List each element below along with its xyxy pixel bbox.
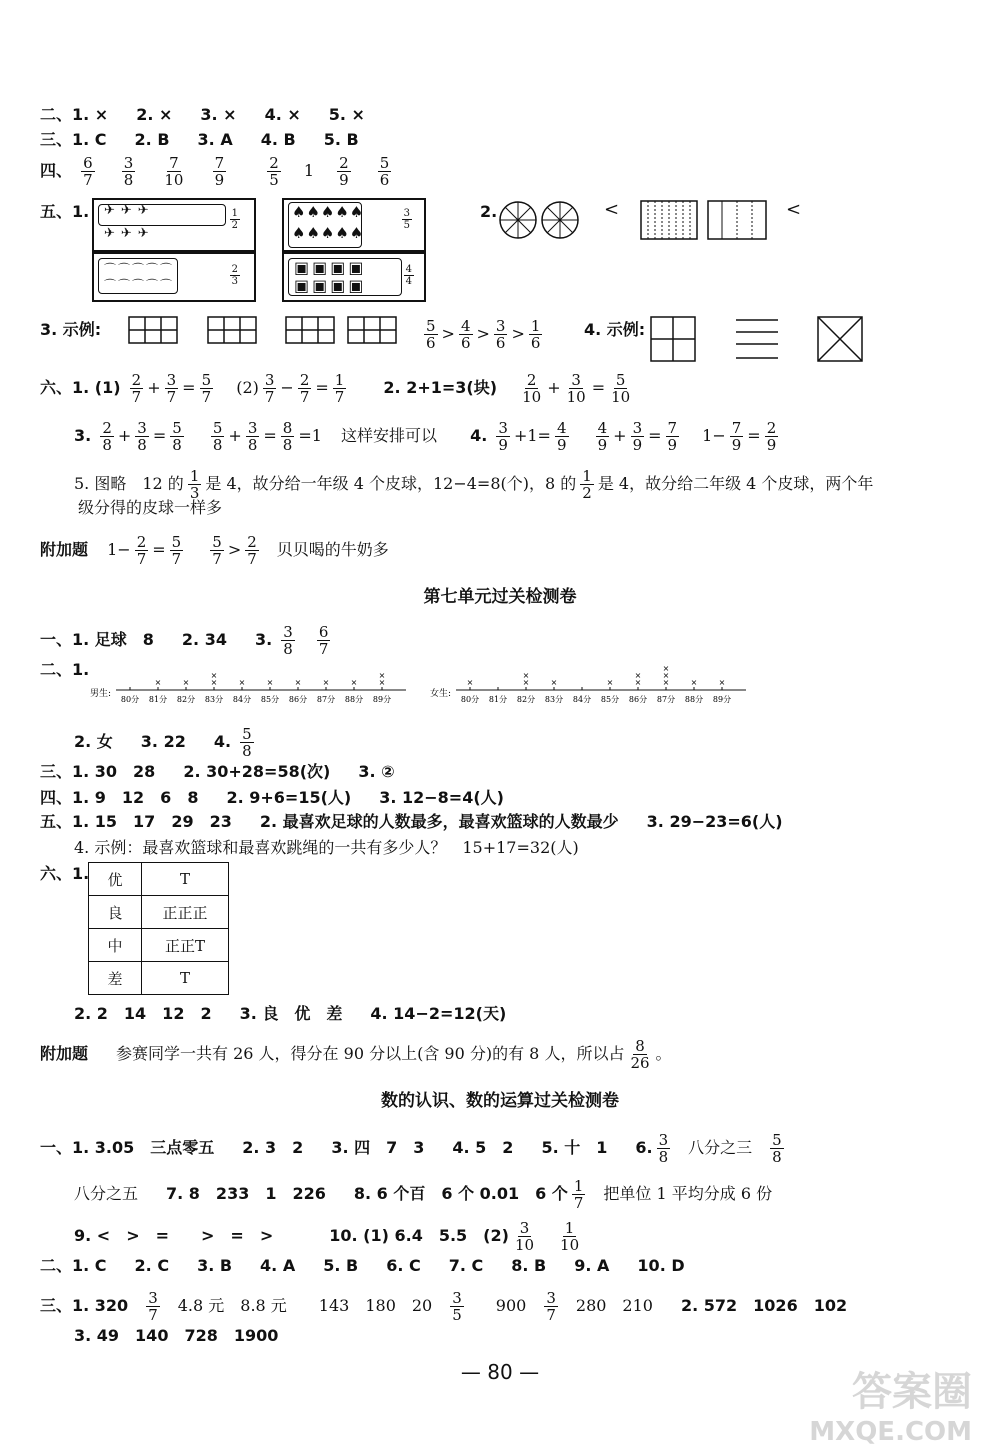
section-title: 数的认识、数的运算过关检测卷: [381, 1091, 619, 1111]
fraction: $\frac{7}{10}$: [164, 154, 184, 189]
table-row: 良 正正正: [89, 896, 229, 929]
picture-shells: ⌒⌒⌒⌒⌒ ⌒⌒⌒⌒⌒ 2 3: [92, 252, 256, 302]
tick-label: 83分: [544, 695, 564, 704]
data-mark: ×: [634, 678, 642, 687]
picture-cubes: ▣▣▣▣ ▣▣▣▣ 4 4: [282, 252, 426, 302]
numbers-line-3: 9. < > = > = > 10. (1) 6.4 5.5 (2) $\frac{3}{10}$ $\frac{1}{10}$: [74, 1219, 580, 1254]
section-label: 二、: [40, 105, 73, 124]
tick-label: 82分: [176, 695, 196, 704]
data-mark: ×: [522, 671, 530, 680]
numbers-line-1: 一、1. 3.05 三点零五 2. 3 2 3. 四 7 3 4. 5 2 5. 十 1 6. $\frac{3}{8}$ 八分之三 $\frac{5}{8}$: [40, 1131, 782, 1166]
mushroom-icon: ♠♠♠♠♠: [292, 224, 365, 242]
unit7-line-7: 2. 2 14 12 2 3. 良 优 差 4. 14−2=12(天): [74, 1004, 507, 1023]
tick-label: 87分: [316, 695, 336, 704]
answer-line-3: 三、1. C 2. B 3. A 4. B 5. B: [40, 130, 359, 149]
data-mark: ×: [466, 678, 474, 687]
answer-line-6-5: 5. 图略 12 的 $\frac{1}{3}$ 是 4，故分给一年级 4 个皮球，12−4=8(个)，8 的 $\frac{1}{2}$ 是 4，故分给二年级 4 个皮球，两个年: [74, 467, 874, 502]
tally-table: [88, 862, 229, 995]
square-division-examples: [650, 316, 866, 362]
tick-label: 80分: [120, 695, 140, 704]
tick-label: 81分: [148, 695, 168, 704]
section-title: 第七单元过关检测卷: [423, 587, 577, 607]
data-mark: ×: [210, 671, 218, 680]
boys-dot-plot: [90, 664, 410, 706]
picture-planes: ✈✈✈ ✈✈✈ 1 2: [92, 198, 256, 252]
data-mark: ×: [182, 678, 190, 687]
page-number: — 80 —: [460, 1360, 540, 1384]
tick-label: 84分: [572, 695, 592, 704]
section-label: 五、1.: [40, 202, 90, 221]
tick-label: 85分: [260, 695, 280, 704]
mushroom-icon: ♠♠♠♠♠: [292, 203, 365, 221]
answer-line-2: 二、1. × 2. × 3. × 4. × 5. ×: [40, 105, 365, 124]
fraction-comparison: $\frac{5}{6}$ > $\frac{4}{6}$ > $\frac{3}{6}$ > $\frac{1}{6}$: [426, 317, 541, 352]
tick-label: 84分: [232, 695, 252, 704]
unit7-line-2: 2. 女 3. 22 4. $\frac{5}{8}$: [74, 725, 252, 760]
tick-label: 82分: [516, 695, 536, 704]
bonus-answer-1: 附加题 1− $\frac{2}{7}$ = $\frac{5}{7}$ $\frac{5}{7}$ > $\frac{2}{7}$ 贝贝喝的牛奶多: [40, 533, 389, 568]
unit7-line-3: 三、1. 30 28 2. 30+28=58(次) 3. ②: [40, 762, 395, 781]
data-mark: ×: [210, 678, 218, 687]
plane-icon: ✈✈✈: [104, 203, 155, 218]
numbers-line-5: 三、1. 320 $\frac{3}{7}$ 4.8 元 8.8 元 143 180 20 $\frac{3}{5}$ 900 $\frac{3}{7}$ 280 210 2. 572 1026 102: [40, 1289, 848, 1324]
data-mark: ×: [662, 671, 670, 680]
data-mark: ×: [522, 678, 530, 687]
unit7-line-1: 一、1. 足球 8 2. 34 3. $\frac{3}{8}$ $\frac{6}{7}$: [40, 623, 329, 658]
tick-label: 83分: [204, 695, 224, 704]
table-row: 优 T: [89, 863, 229, 896]
tick-label: 86分: [288, 695, 308, 704]
data-mark: ×: [718, 678, 726, 687]
data-mark: ×: [634, 671, 642, 680]
unit7-line-4: 四、1. 9 12 6 8 2. 9+6=15(人) 3. 12−8=4(人): [40, 788, 504, 807]
data-mark: ×: [350, 678, 358, 687]
data-mark: ×: [662, 678, 670, 687]
plane-icon: ✈✈✈: [104, 226, 155, 241]
fraction: $\frac{3}{8}$: [123, 154, 134, 189]
numbers-line-6: 3. 49 140 728 1900: [74, 1326, 279, 1345]
tick-label: 85分: [600, 695, 620, 704]
table-row: 差 T: [89, 962, 229, 995]
data-mark: ×: [322, 678, 330, 687]
tick-label: 88分: [344, 695, 364, 704]
cube-icon: ▣▣▣▣: [294, 276, 367, 295]
data-mark: ×: [266, 678, 274, 687]
unit7-line-5: 五、1. 15 17 29 23 2. 最喜欢足球的人数最多，最喜欢篮球的人数最少 3. 29−23=6(人): [40, 812, 783, 831]
tick-label: 89分: [712, 695, 732, 704]
tick-label: 88分: [684, 695, 704, 704]
data-mark: ×: [378, 678, 386, 687]
cube-icon: ▣▣▣▣: [294, 258, 367, 277]
data-mark: ×: [378, 671, 386, 680]
data-mark: ×: [606, 678, 614, 687]
tick-label: 86分: [628, 695, 648, 704]
shell-icon: ⌒⌒⌒⌒⌒: [104, 262, 175, 276]
fraction: $\frac{2}{9}$: [339, 154, 349, 189]
data-mark: ×: [690, 678, 698, 687]
answer-line-6-3: 3. $\frac{2}{8}$ + $\frac{3}{8}$ = $\frac{5}{8}$ $\frac{5}{8}$ + $\frac{3}{8}$ = $\frac{8}{8}$ =1 这样安排可以 4. $\frac{3}{9}$ +1= $\frac{4}{9}$ $\frac{4}{9}$ + $\frac{3}{9}$ = $\frac{7}{9}$ 1− $\frac{7}{9}$ = $\frac{2}{9}$: [74, 419, 777, 454]
plot-label: 男生:: [90, 689, 112, 699]
fraction: $\frac{7}{9}$: [214, 154, 225, 189]
answer-line-5-3: 3. 示例:: [40, 320, 102, 339]
tick-label: 80分: [460, 695, 480, 704]
bonus-answer-2: 附加题 参赛同学一共有 26 人，得分在 90 分以上(含 90 分)的有 8 人，所以占 $\frac{8}{26}$ 。: [40, 1037, 672, 1072]
shell-icon: ⌒⌒⌒⌒⌒: [104, 278, 175, 292]
tick-label: 87分: [656, 695, 676, 704]
tick-label: 89分: [372, 695, 392, 704]
picture-mushrooms: ♠♠♠♠♠ ♠♠♠♠♠ 3 5: [282, 198, 426, 252]
answer-line-6-5b: 级分得的皮球一样多: [78, 498, 223, 517]
unit7-line-6: 4. 示例：最喜欢篮球和最喜欢跳绳的一共有多少人？ 15+17=32(人): [74, 838, 579, 857]
data-mark: ×: [294, 678, 302, 687]
fraction: $\frac{2}{5}$: [269, 154, 279, 189]
plot-label: 女生:: [430, 689, 452, 699]
fraction: $\frac{6}{7}$: [83, 154, 93, 189]
answer-line-6-1: 六、1. (1) $\frac{2}{7}$ + $\frac{3}{7}$ = $\frac{5}{7}$ (2) $\frac{3}{7}$ − $\frac{2}{7}$ = $\frac{1}{7}$ 2. 2+1=3(块) $\frac{2}{10}$ + $\frac{3}{10}$ = $\frac{5}{10}$: [40, 371, 631, 406]
data-mark: ×: [550, 678, 558, 687]
grid-shading-examples: [128, 316, 398, 344]
data-mark: ×: [238, 678, 246, 687]
data-mark: ×: [662, 664, 670, 673]
watermark-logo: 答案圈 MXQE.COM: [809, 1369, 972, 1447]
data-mark: ×: [154, 678, 162, 687]
girls-dot-plot: [430, 664, 750, 706]
fraction: $\frac{5}{6}$: [379, 154, 390, 189]
table-row: 中 正正T: [89, 929, 229, 962]
numbers-line-4: 二、1. C 2. C 3. B 4. A 5. B 6. C 7. C 8. B 9. A 10. D: [40, 1256, 685, 1275]
answer-line-4: 四、 $\frac{6}{7}$ $\frac{3}{8}$ $\frac{7}{10}$ $\frac{7}{9}$ $\frac{2}{5}$ 1 $\frac{2}{9}$ $\frac{5}{6}$: [40, 154, 390, 189]
tick-label: 81分: [488, 695, 508, 704]
numbers-line-2: 八分之五 7. 8 233 1 226 8. 6 个百 6 个 0.01 6 个 $\frac{1}{7}$ 把单位 1 平均分成 6 份: [74, 1177, 773, 1212]
circle-fractions-diagram: [496, 198, 580, 242]
rectangle-fractions-diagram: [640, 200, 768, 240]
